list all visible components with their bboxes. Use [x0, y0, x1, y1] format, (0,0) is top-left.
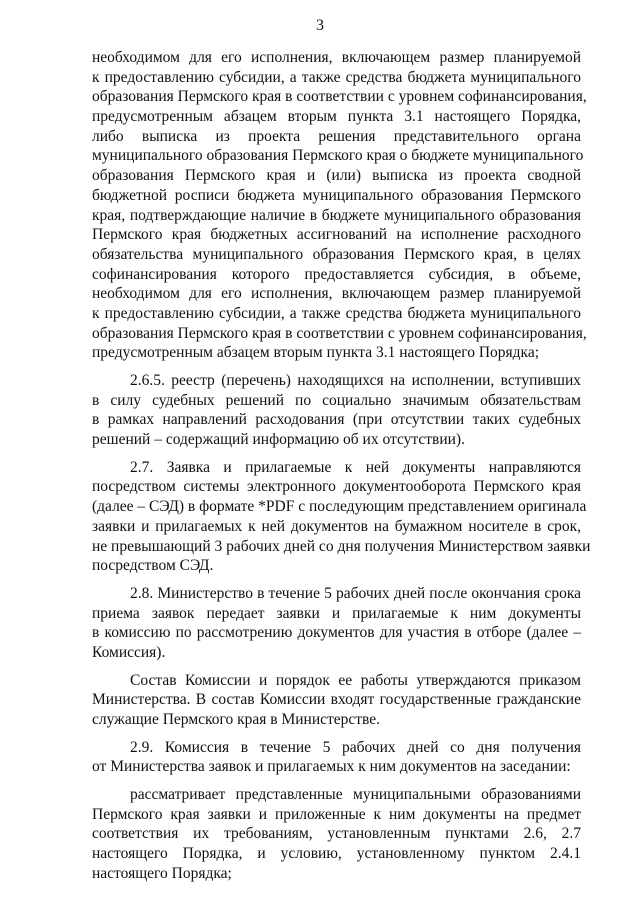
text-line: (далее – СЭД) в формате *PDF с последующим представлением оригинала — [92, 498, 587, 516]
text-line: муниципального образования Пермского края о бюджете муниципального — [92, 147, 584, 165]
text-line: посредством системы электронного документооборота Пермского края — [92, 478, 581, 496]
text-line: либо выписка из проекта решения представительного органа — [92, 127, 581, 145]
text-line: решений – содержащий информацию об их отсутствии). — [92, 431, 465, 449]
paragraph-gap — [92, 777, 581, 785]
text-line: 2.9. Комиссия в течение 5 рабочих дней со дня получения — [130, 738, 581, 756]
paragraph-gap — [92, 663, 581, 671]
text-line: необходимом для его исполнения, включающем размер планируемой — [92, 285, 581, 303]
text-line: образования Пермского края в соответствии с уровнем софинансирования, — [92, 324, 587, 342]
paragraph-gap — [92, 730, 581, 738]
text-line: края, подтверждающие наличие в бюджете муниципального образования — [92, 206, 581, 224]
page-number: 3 — [316, 17, 324, 34]
text-line: к предоставлению субсидии, а также средства бюджета муниципального — [92, 304, 581, 322]
text-line: Пермского края заявки и приложенные к ним документы на предмет — [92, 805, 581, 823]
text-line: посредством СЭД. — [92, 557, 214, 575]
text-line: предусмотренным абзацем вторым пункта 3.1 настоящего Порядка; — [92, 344, 540, 362]
text-line: в комиссию по рассмотрению документов для участия в отборе (далее – — [92, 624, 581, 642]
text-line: необходимом для его исполнения, включающем размер планируемой — [92, 49, 581, 66]
text-line: настоящего Порядка; — [92, 864, 232, 882]
text-line: не превышающий 3 рабочих дней со дня получения Министерством заявки — [92, 537, 591, 555]
text-line: Пермского края бюджетных ассигнований на исполнение расходного — [92, 226, 581, 244]
text-line: рассматривает представленные муниципальными образованиями — [130, 786, 581, 804]
text-line: в рамках направлений расходования (при отсутствии таких судебных — [92, 411, 581, 429]
text-line: софинансирования которого предоставляется субсидия, в объеме, — [92, 265, 581, 283]
text-line: 2.6.5. реестр (перечень) находящихся на исполнении, вступивших — [130, 372, 581, 389]
text-line: образования Пермского края и (или) выписка из проекта сводной — [92, 167, 581, 185]
text-line: Состав Комиссии и порядок ее работы утверждаются приказом — [130, 671, 581, 689]
paragraph-gap — [92, 576, 581, 584]
text-line: Комиссия). — [92, 643, 166, 661]
text-line: 2.7. Заявка и прилагаемые к ней документы направляются — [130, 458, 581, 476]
text-line: от Министерства заявок и прилагаемых к ним документов на заседании: — [92, 758, 571, 776]
text-line: в силу судебных решений по социально значимым обязательствам — [92, 391, 581, 409]
text-line: бюджетной росписи бюджета муниципального образования Пермского — [92, 186, 581, 204]
text-line: образования Пермского края в соответствии с уровнем софинансирования, — [92, 88, 587, 106]
text-line: 2.8. Министерство в течение 5 рабочих дней после окончания срока — [130, 584, 581, 602]
text-line: служащие Пермского края в Министерстве. — [92, 711, 381, 728]
text-line: соответствия их требованиям, установленным пунктами 2.6, 2.7 — [92, 825, 581, 843]
text-line: Министерства. В состав Комиссии входят государственные гражданские — [92, 691, 581, 709]
text-line: заявки и прилагаемых к ней документов на бумажном носителе в срок, — [92, 517, 581, 535]
paragraph-gap — [92, 363, 581, 371]
text-line: настоящего Порядка, и условию, установленному пунктом 2.4.1 — [92, 845, 581, 863]
text-line: обязательства муниципального образования Пермского края, в целях — [92, 245, 581, 263]
paragraph-gap — [92, 450, 581, 458]
document-body — [92, 48, 591, 884]
text-line: приема заявок передает заявки и прилагаемые к ним документы — [92, 604, 581, 622]
text-line: предусмотренным абзацем вторым пункта 3.1 настоящего Порядка, — [92, 108, 581, 126]
text-line: к предоставлению субсидии, а также средства бюджета муниципального — [92, 68, 581, 86]
